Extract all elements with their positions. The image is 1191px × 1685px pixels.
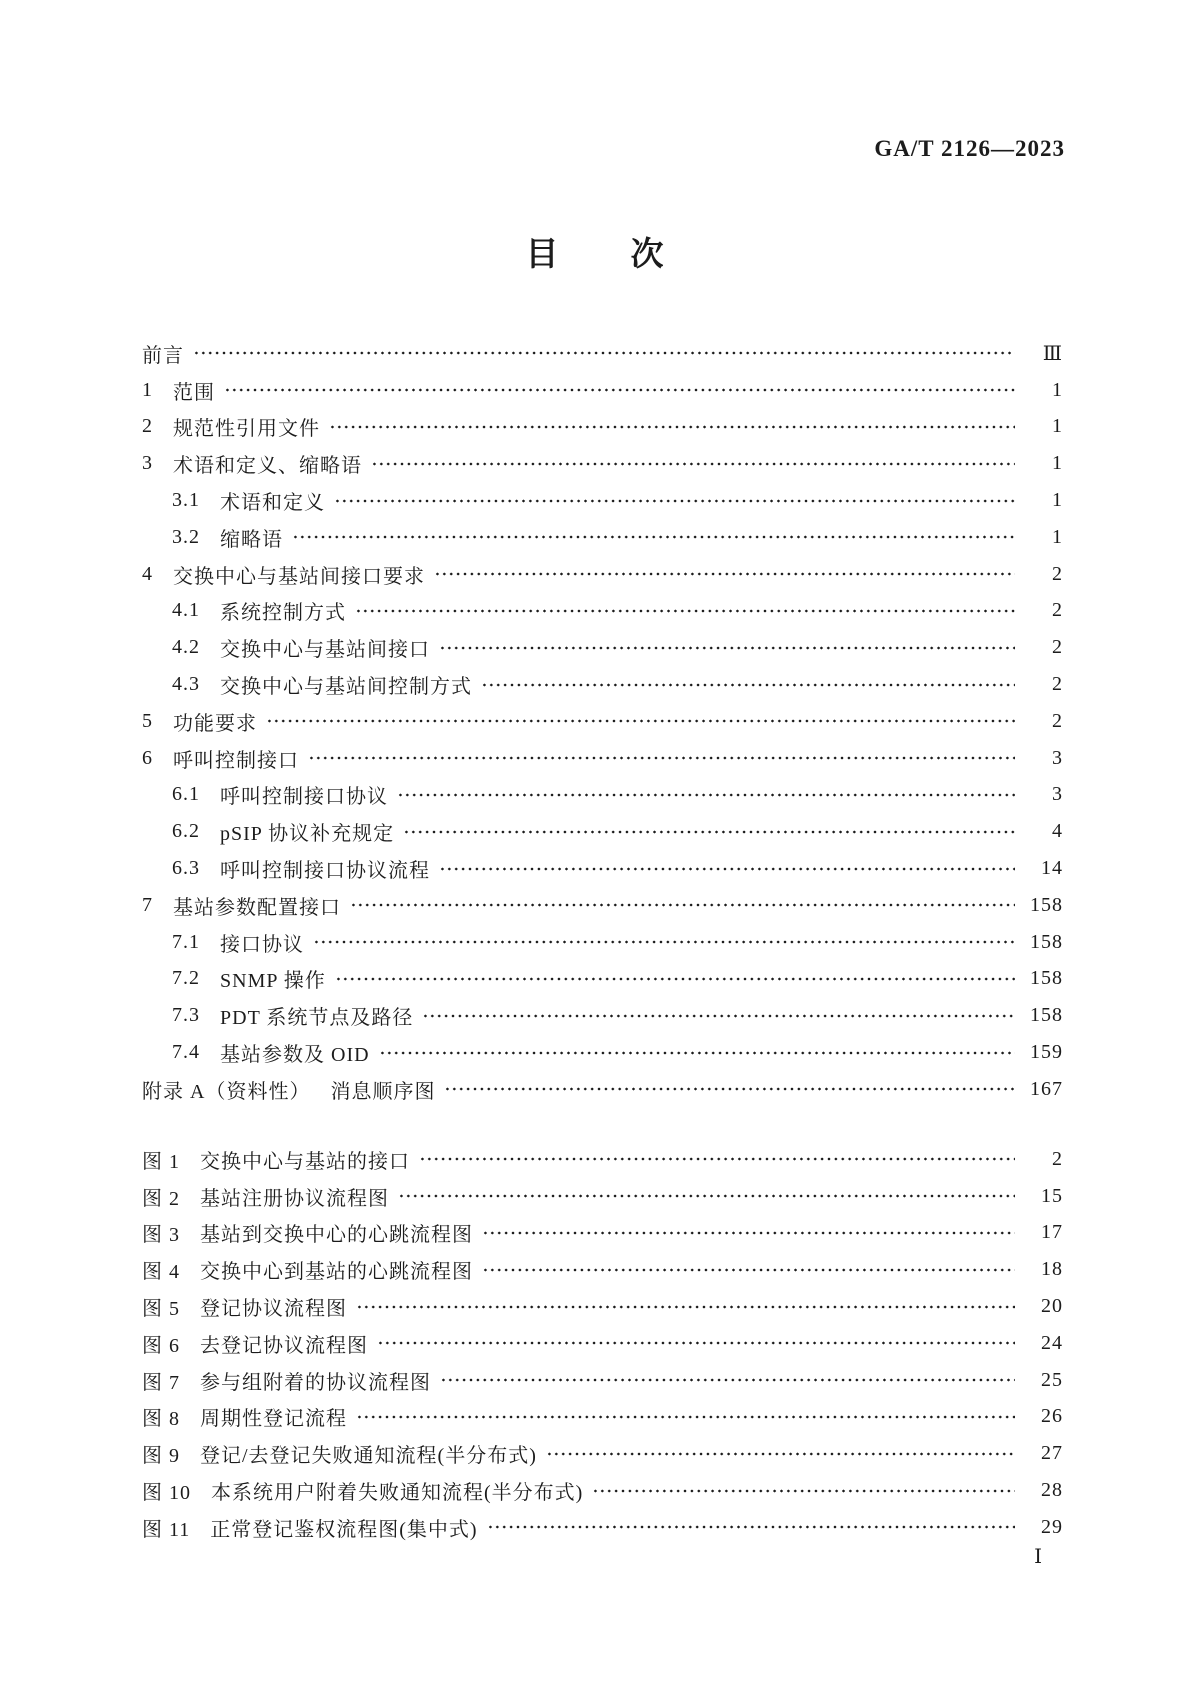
- entry-number: 图 6: [142, 1334, 180, 1357]
- entry-page: 1: [1052, 452, 1063, 475]
- dot-leader: [379, 1043, 1015, 1063]
- entry-number: 图 2: [142, 1187, 180, 1210]
- entry-label: 接口协议: [220, 933, 304, 956]
- entry-label: 缩略语: [220, 528, 283, 551]
- dot-leader: [403, 822, 1015, 842]
- entry-number: 3: [142, 452, 153, 475]
- toc-entry: [142, 703, 1063, 740]
- entry-label: 系统控制方式: [220, 602, 346, 625]
- entry-label: 基站到交换中心的心跳流程图: [200, 1224, 473, 1247]
- entry-page: 3: [1052, 783, 1063, 806]
- entry-page: 1: [1052, 525, 1063, 548]
- entry-page: 15: [1041, 1184, 1063, 1207]
- toc-entry: [142, 445, 1063, 482]
- figure-list: [142, 1141, 1063, 1546]
- dot-leader: [434, 564, 1015, 584]
- entry-number: 附录 A（资料性）: [142, 1080, 311, 1103]
- entry-number: 6.2: [172, 820, 200, 843]
- entry-label: 交换中心与基站间控制方式: [220, 676, 472, 699]
- entry-label: 登记/去登记失败通知流程(半分布式): [200, 1445, 537, 1468]
- dot-leader: [440, 1370, 1015, 1390]
- entry-number: 6.1: [172, 783, 200, 806]
- toc-entry: [142, 409, 1063, 446]
- dot-leader: [371, 454, 1015, 474]
- dot-leader: [439, 859, 1015, 879]
- dot-leader: [482, 1260, 1015, 1280]
- dot-leader: [266, 711, 1015, 731]
- entry-label: 范围: [173, 381, 215, 404]
- figure-entry: [142, 1288, 1063, 1325]
- toc-entry: [142, 519, 1063, 556]
- toc-entry: [142, 593, 1063, 630]
- entry-page: 4: [1052, 820, 1063, 843]
- entry-label: 呼叫控制接口协议: [220, 786, 388, 809]
- entry-page: 18: [1041, 1258, 1063, 1281]
- toc-entry: [142, 924, 1063, 961]
- figure-entry: [142, 1399, 1063, 1436]
- toc-entry: [142, 997, 1063, 1034]
- entry-label: PDT 系统节点及路径: [220, 1007, 414, 1030]
- entry-number: 5: [142, 709, 153, 732]
- entry-number: 图 3: [142, 1224, 180, 1247]
- entry-page: 158: [1030, 967, 1063, 990]
- entry-label: 周期性登记流程: [200, 1408, 347, 1431]
- toc-entry: [142, 813, 1063, 850]
- entry-number: 图 1: [142, 1150, 180, 1173]
- toc-entry: [142, 887, 1063, 924]
- entry-number: 图 9: [142, 1445, 180, 1468]
- dot-leader: [377, 1333, 1015, 1353]
- entry-page: 2: [1052, 1147, 1063, 1170]
- toc-entry: [142, 1034, 1063, 1071]
- dot-leader: [481, 675, 1015, 695]
- toc-entry: [142, 629, 1063, 666]
- figure-entry: [142, 1325, 1063, 1362]
- entry-number: 图 5: [142, 1298, 180, 1321]
- dot-leader: [224, 380, 1015, 400]
- entry-number: 6.3: [172, 857, 200, 880]
- entry-page: Ⅲ: [1042, 342, 1063, 365]
- toc-entry: [142, 482, 1063, 519]
- entry-label: 消息顺序图: [330, 1080, 436, 1103]
- entry-number: 1: [142, 378, 153, 401]
- dot-leader: [592, 1481, 1015, 1501]
- toc-entry: [142, 740, 1063, 777]
- entry-label: 本系统用户附着失败通知流程(半分布式): [211, 1482, 584, 1505]
- dot-leader: [398, 1186, 1015, 1206]
- entry-number: 4.3: [172, 673, 200, 696]
- figure-entry: [142, 1141, 1063, 1178]
- entry-label: pSIP 协议补充规定: [220, 823, 395, 846]
- dot-leader: [546, 1444, 1015, 1464]
- entry-number: 3.1: [172, 489, 200, 512]
- entry-number: 图 4: [142, 1261, 180, 1284]
- figure-entry: [142, 1215, 1063, 1252]
- entry-page: 158: [1030, 1004, 1063, 1027]
- entry-number: 3.2: [172, 525, 200, 548]
- entry-page: 24: [1041, 1331, 1063, 1354]
- dot-leader: [334, 491, 1015, 511]
- entry-label: 术语和定义、缩略语: [173, 455, 362, 478]
- entry-number: 4.2: [172, 636, 200, 659]
- figure-entry: [142, 1509, 1063, 1546]
- dot-leader: [292, 527, 1015, 547]
- standard-number: GA/T 2126—2023: [874, 136, 1065, 161]
- toc-entry: [142, 556, 1063, 593]
- entry-label: 交换中心与基站的接口: [200, 1150, 410, 1173]
- entry-page: 17: [1041, 1221, 1063, 1244]
- dot-leader: [313, 932, 1015, 952]
- entry-label: 去登记协议流程图: [200, 1334, 368, 1357]
- entry-label: 前言: [142, 344, 184, 367]
- entry-page: 25: [1041, 1368, 1063, 1391]
- dot-leader: [482, 1223, 1015, 1243]
- dot-leader: [419, 1149, 1015, 1169]
- entry-page: 1: [1052, 378, 1063, 401]
- entry-number: 7.4: [172, 1041, 200, 1064]
- entry-number: 图 8: [142, 1408, 180, 1431]
- entry-number: 图 10: [142, 1482, 191, 1505]
- toc-entry: [142, 777, 1063, 814]
- dot-leader: [308, 748, 1015, 768]
- entry-label: 正常登记鉴权流程图(集中式): [210, 1518, 478, 1541]
- entry-label: 基站注册协议流程图: [200, 1187, 389, 1210]
- entry-number: 6: [142, 746, 153, 769]
- entry-number: 图 11: [142, 1518, 191, 1541]
- entry-page: 28: [1041, 1479, 1063, 1502]
- toc-entry: [142, 1071, 1063, 1108]
- entry-label: 术语和定义: [220, 492, 325, 515]
- entry-page: 1: [1052, 489, 1063, 512]
- entry-number: 7.1: [172, 930, 200, 953]
- dot-leader: [329, 417, 1015, 437]
- dot-leader: [487, 1517, 1015, 1537]
- entry-label: 交换中心与基站间接口要求: [173, 565, 425, 588]
- entry-label: 规范性引用文件: [173, 418, 320, 441]
- toc-list: [142, 335, 1063, 1108]
- entry-page: 29: [1041, 1515, 1063, 1538]
- entry-page: 20: [1041, 1295, 1063, 1318]
- entry-page: 2: [1052, 636, 1063, 659]
- dot-leader: [193, 343, 1015, 363]
- dot-leader: [350, 895, 1015, 915]
- entry-label: 登记协议流程图: [200, 1298, 347, 1321]
- figure-entry: [142, 1178, 1063, 1215]
- dot-leader: [356, 1407, 1015, 1427]
- entry-label: 呼叫控制接口: [173, 749, 299, 772]
- toc-entry: [142, 335, 1063, 372]
- toc-entry: [142, 850, 1063, 887]
- entry-page: 2: [1052, 599, 1063, 622]
- entry-label: 交换中心到基站的心跳流程图: [200, 1261, 473, 1284]
- entry-page: 2: [1052, 562, 1063, 585]
- figure-entry: [142, 1472, 1063, 1509]
- toc-entry: [142, 372, 1063, 409]
- entry-page: 2: [1052, 709, 1063, 732]
- entry-page: 26: [1041, 1405, 1063, 1428]
- entry-page: 1: [1052, 415, 1063, 438]
- figure-entry: [142, 1435, 1063, 1472]
- entry-number: 4: [142, 562, 153, 585]
- entry-number: 7: [142, 893, 153, 916]
- entry-page: 159: [1030, 1041, 1063, 1064]
- toc-entry: [142, 961, 1063, 998]
- entry-number: 7.3: [172, 1004, 200, 1027]
- entry-label: SNMP 操作: [220, 970, 326, 993]
- entry-label: 呼叫控制接口协议流程: [220, 860, 430, 883]
- entry-label: 基站参数及 OID: [220, 1044, 370, 1067]
- entry-page: 158: [1030, 930, 1063, 953]
- folio-page-number: Ⅰ: [1034, 1546, 1042, 1568]
- entry-label: 交换中心与基站间接口: [220, 639, 430, 662]
- entry-page: 158: [1030, 893, 1063, 916]
- figure-entry: [142, 1251, 1063, 1288]
- entry-page: 3: [1052, 746, 1063, 769]
- dot-leader: [355, 601, 1015, 621]
- figure-entry: [142, 1362, 1063, 1399]
- dot-leader: [439, 638, 1015, 658]
- entry-page: 2: [1052, 673, 1063, 696]
- entry-number: 4.1: [172, 599, 200, 622]
- toc-entry: [142, 666, 1063, 703]
- dot-leader: [397, 785, 1015, 805]
- entry-number: 2: [142, 415, 153, 438]
- entry-label: 基站参数配置接口: [173, 896, 341, 919]
- entry-label: 功能要求: [173, 712, 257, 735]
- dot-leader: [335, 969, 1015, 989]
- dot-leader: [356, 1297, 1015, 1317]
- entry-page: 167: [1030, 1077, 1063, 1100]
- page-title: 目 次: [525, 237, 666, 273]
- dot-leader: [444, 1079, 1015, 1099]
- entry-label: 参与组附着的协议流程图: [200, 1371, 431, 1394]
- entry-page: 14: [1041, 857, 1063, 880]
- entry-page: 27: [1041, 1442, 1063, 1465]
- entry-number: 图 7: [142, 1371, 180, 1394]
- entry-number: 7.2: [172, 967, 200, 990]
- dot-leader: [422, 1006, 1015, 1026]
